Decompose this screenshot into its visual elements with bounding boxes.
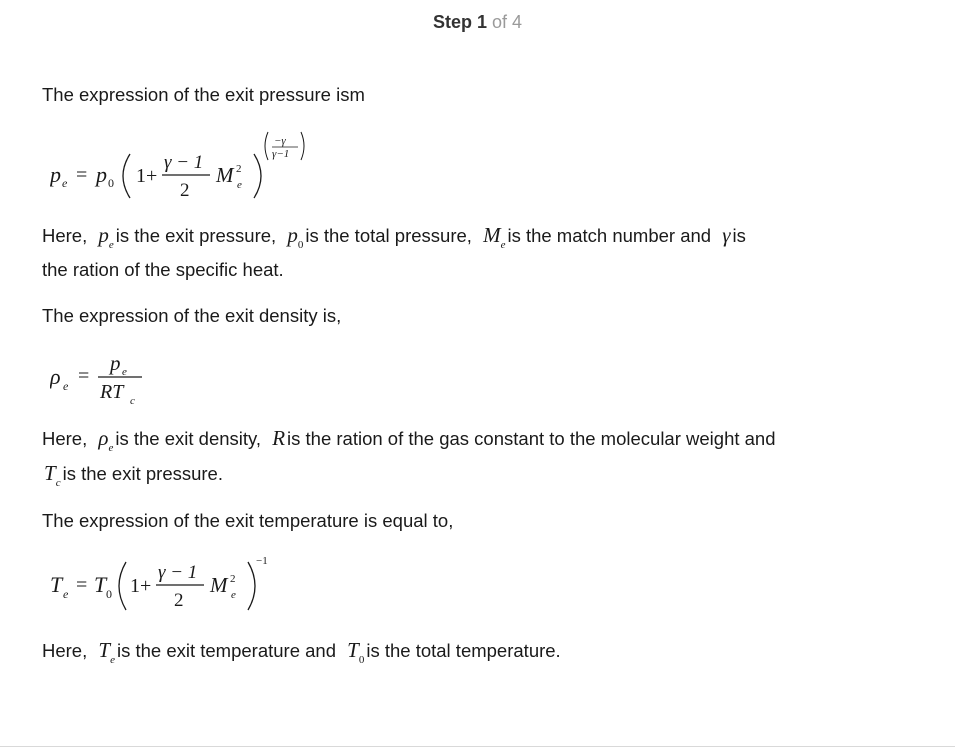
eq1-M: M — [216, 163, 234, 187]
symbol-Tc: $T_c$ — [44, 461, 61, 489]
here-label: Here, — [42, 428, 88, 449]
eq1-left-paren — [123, 154, 130, 198]
equation-exit-temperature-graphic — [50, 546, 330, 626]
eq3-T0: T — [94, 572, 107, 597]
text-total-pressure: is the total pressure, — [305, 225, 472, 246]
eq1-lhs: p — [50, 162, 61, 187]
eq1-equals: = — [76, 164, 88, 186]
here-label: Here, — [42, 640, 88, 661]
eq1-p0: p — [96, 162, 107, 187]
paragraph-Tc-def — [42, 462, 223, 494]
eq1-right-paren — [254, 154, 261, 198]
equation-exit-pressure-graphic — [50, 124, 370, 204]
eq3-left-paren — [119, 562, 126, 610]
eq1-frac-num: γ − 1 — [164, 152, 204, 173]
eq1-lhs-sub: e — [62, 176, 68, 190]
eq2-lhs: ρ — [50, 364, 61, 389]
eq2-num: p — [110, 351, 121, 375]
symbol-pe: $p_e$ — [98, 223, 114, 251]
text-gas-constant: is the ration of the gas constant to the molecular weight and — [287, 428, 776, 449]
text-exit-pressure: is the exit pressure, — [115, 225, 277, 246]
text-exit-temperature: is the exit temperature and — [116, 640, 337, 661]
eq3-lhs: T — [50, 572, 63, 597]
eq1-one-plus: 1+ — [136, 165, 158, 187]
eq3-M-sub: e — [231, 589, 236, 601]
paragraph-exit-pressure-defs — [42, 224, 746, 256]
equation-exit-temperature — [50, 546, 330, 631]
eq3-frac-num: γ − 1 — [158, 562, 198, 583]
symbol-gamma: γ — [722, 223, 731, 247]
eq3-frac-den: 2 — [174, 590, 184, 611]
bottom-divider — [0, 746, 955, 747]
eq1-exp-right-paren — [301, 132, 304, 160]
equation-exit-pressure — [50, 124, 370, 209]
eq1-M-sup: 2 — [236, 163, 242, 175]
eq3-M-sup: 2 — [230, 573, 236, 585]
eq1-M-sub: e — [237, 179, 242, 191]
step-label: Step 1 — [432, 12, 487, 32]
eq2-lhs-sub: e — [63, 379, 69, 393]
eq1-frac-den: 2 — [180, 180, 190, 201]
equation-exit-density — [50, 346, 190, 415]
symbol-R: R — [272, 426, 286, 450]
paragraph-exit-density-defs — [42, 427, 776, 459]
text-total-temperature: is the total temperature. — [366, 640, 561, 661]
paragraph-exit-pressure-intro: The expression of the exit pressure ism — [42, 84, 365, 105]
symbol-p0: $p_0$ — [287, 223, 304, 251]
eq1-p0-sub: 0 — [108, 176, 114, 190]
text-is: is — [732, 225, 746, 246]
symbol-rho-e: $\rho_e$ — [98, 426, 114, 454]
eq1-exp-den: γ−1 — [272, 148, 290, 160]
symbol-Me: $M_e$ — [483, 223, 506, 251]
text-exit-density: is the exit density, — [115, 428, 262, 449]
eq3-T0-sub: 0 — [106, 587, 112, 601]
here-label: Here, — [42, 225, 88, 246]
eq3-exp: −1 — [256, 555, 268, 567]
eq3-one-plus: 1+ — [130, 575, 152, 597]
eq2-den: RT — [100, 381, 124, 403]
text-match-number: is the match number and — [507, 225, 712, 246]
eq2-den-sub: c — [130, 395, 135, 407]
symbol-T0: $T_0$ — [347, 638, 365, 666]
eq3-right-paren — [248, 562, 255, 610]
eq1-exp-left-paren — [265, 132, 268, 160]
paragraph-exit-temperature-defs — [42, 639, 561, 671]
symbol-Te: $T_e$ — [98, 638, 115, 666]
eq3-M: M — [210, 573, 228, 597]
eq3-lhs-sub: e — [63, 587, 69, 601]
paragraph-exit-density-intro: The expression of the exit density is, — [42, 305, 342, 326]
paragraph-specific-heat: the ration of the specific heat. — [42, 259, 284, 280]
eq2-equals: = — [78, 365, 90, 387]
paragraph-exit-temperature-intro: The expression of the exit temperature is equal to, — [42, 510, 454, 531]
eq1-exp-num: −γ — [274, 135, 286, 147]
equation-exit-density-graphic — [50, 346, 190, 410]
step-count: of 4 — [492, 12, 523, 32]
eq2-num-sub: e — [122, 366, 127, 378]
eq3-equals: = — [76, 574, 88, 596]
step-indicator — [0, 10, 955, 34]
text-exit-pressure-2: is the exit pressure. — [62, 463, 223, 484]
